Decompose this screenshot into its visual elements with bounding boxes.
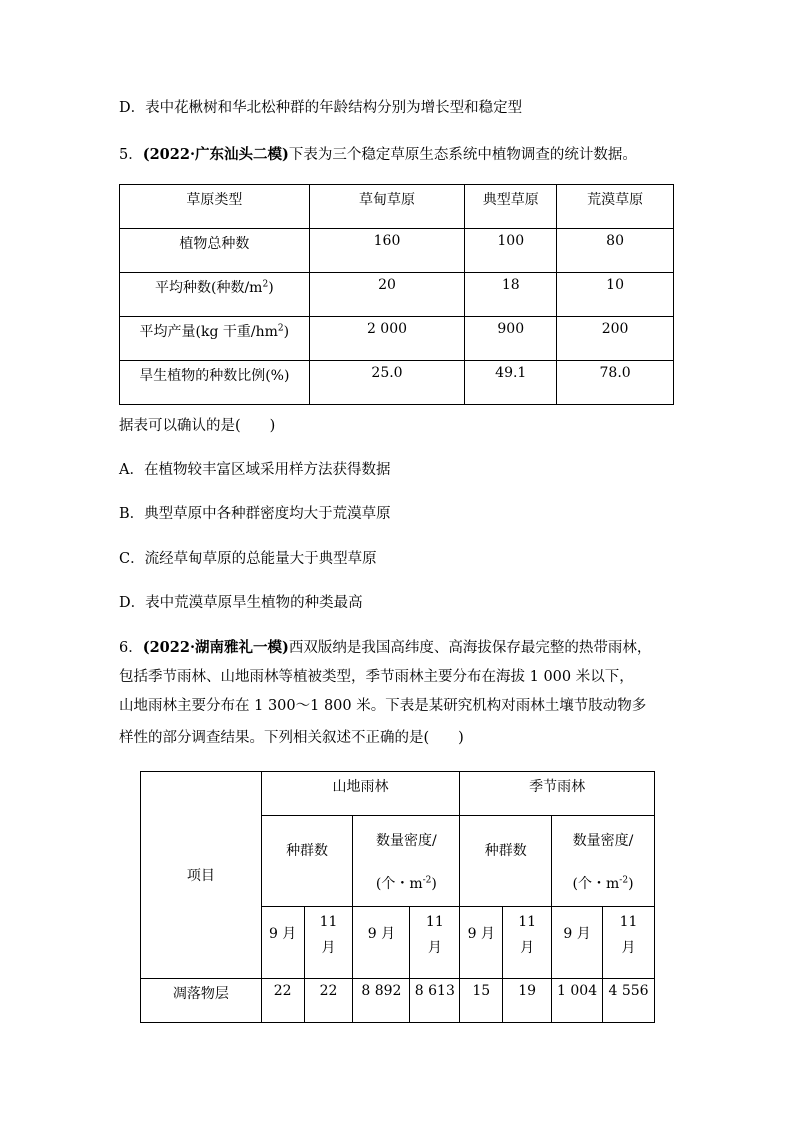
table-header-row: [141, 772, 655, 816]
month-header: 11 月: [603, 907, 655, 979]
table-cell: 78.0: [557, 361, 674, 405]
table-cell: 22: [304, 979, 353, 1023]
table-cell: 22: [261, 979, 304, 1023]
option-a: A．在植物较丰富区域采用样方法获得数据: [119, 462, 391, 478]
month-header: 9 月: [552, 907, 603, 979]
table-cell: 8 613: [410, 979, 460, 1023]
table-cell: 160: [309, 229, 465, 273]
table-cell: 25.0: [309, 361, 465, 405]
table-row: [120, 273, 674, 317]
table-cell: 18: [465, 273, 557, 317]
table-row: [141, 979, 655, 1023]
table-cell: 19: [503, 979, 552, 1023]
row-label: 植物总种数: [120, 229, 310, 273]
option-d-previous: D．表中花楸树和华北松种群的年龄结构分别为增长型和稳定型: [119, 100, 523, 116]
table-cell: 2 000: [309, 317, 465, 361]
question-source: (2022·湖南雅礼一模): [142, 639, 289, 656]
grassland-table: [119, 184, 674, 405]
question-6-line: 包括季节雨林、山地雨林等植被类型，季节雨林主要分布在海拔 1 000 米以下，: [119, 669, 634, 685]
option-c: C．流经草甸草原的总能量大于典型草原: [119, 551, 377, 567]
header-cell: 荒漠草原: [557, 185, 674, 229]
option-b: B．典型草原中各种群密度均大于荒漠草原: [119, 506, 391, 522]
group-header-seasonal: 季节雨林: [460, 772, 655, 816]
question-6-title: [119, 636, 651, 657]
species-header: 种群数: [460, 816, 552, 907]
table-cell: 49.1: [465, 361, 557, 405]
table-cell: 900: [465, 317, 557, 361]
row-label: 平均种数(种数$/m^2$): [120, 273, 310, 317]
question-5-title: [119, 143, 637, 164]
species-header: 种群数: [261, 816, 353, 907]
rainforest-table: [140, 771, 655, 1023]
density-header: 数量密度/ (个・$m^{-2}$): [552, 816, 655, 907]
row-label: 旱生植物的种数比例(%): [120, 361, 310, 405]
month-header: 11 月: [410, 907, 460, 979]
table-cell: 20: [309, 273, 465, 317]
question-text: 西双版纳是我国高纬度、高海拔保存最完整的热带雨林，: [288, 640, 652, 656]
table-cell: 4 556: [603, 979, 655, 1023]
table-cell: 200: [557, 317, 674, 361]
table-row: [120, 229, 674, 273]
header-cell: 典型草原: [465, 185, 557, 229]
month-header: 11 月: [304, 907, 353, 979]
question-6-line: 样性的部分调查结果。下列相关叙述不正确的是( ): [119, 730, 464, 746]
question-6-line: 山地雨林主要分布在 1 300～1 800 米。下表是某研究机构对雨林土壤节肢动物多: [119, 698, 647, 714]
table-cell: 1 004: [552, 979, 603, 1023]
item-header: 项目: [141, 772, 262, 979]
table-cell: 80: [557, 229, 674, 273]
month-header: 9 月: [353, 907, 410, 979]
option-d: D．表中荒漠草原旱生植物的种类最高: [119, 595, 363, 611]
question-number: 5．: [119, 147, 143, 163]
header-cell: 草甸草原: [309, 185, 465, 229]
question-number: 6．: [119, 640, 143, 656]
question-text: 下表为三个稳定草原生态系统中植物调查的统计数据。: [288, 147, 637, 163]
month-header: 11 月: [503, 907, 552, 979]
month-header: 9 月: [460, 907, 503, 979]
table-row: [120, 317, 674, 361]
group-header-mountain: 山地雨林: [261, 772, 460, 816]
table-row: [120, 361, 674, 405]
table-cell: 100: [465, 229, 557, 273]
header-cell: 草原类型: [120, 185, 310, 229]
table-cell: 15: [460, 979, 503, 1023]
question-5-stem: 据表可以确认的是( ): [119, 418, 276, 434]
table-header-row: [120, 185, 674, 229]
month-header: 9 月: [261, 907, 304, 979]
row-label: 凋落物层: [141, 979, 262, 1023]
row-label: 平均产量(kg 干重$/hm^2$): [120, 317, 310, 361]
density-header: 数量密度/ (个・$m^{-2}$): [353, 816, 460, 907]
table-cell: 10: [557, 273, 674, 317]
table-cell: 8 892: [353, 979, 410, 1023]
question-source: (2022·广东汕头二模): [142, 146, 289, 163]
